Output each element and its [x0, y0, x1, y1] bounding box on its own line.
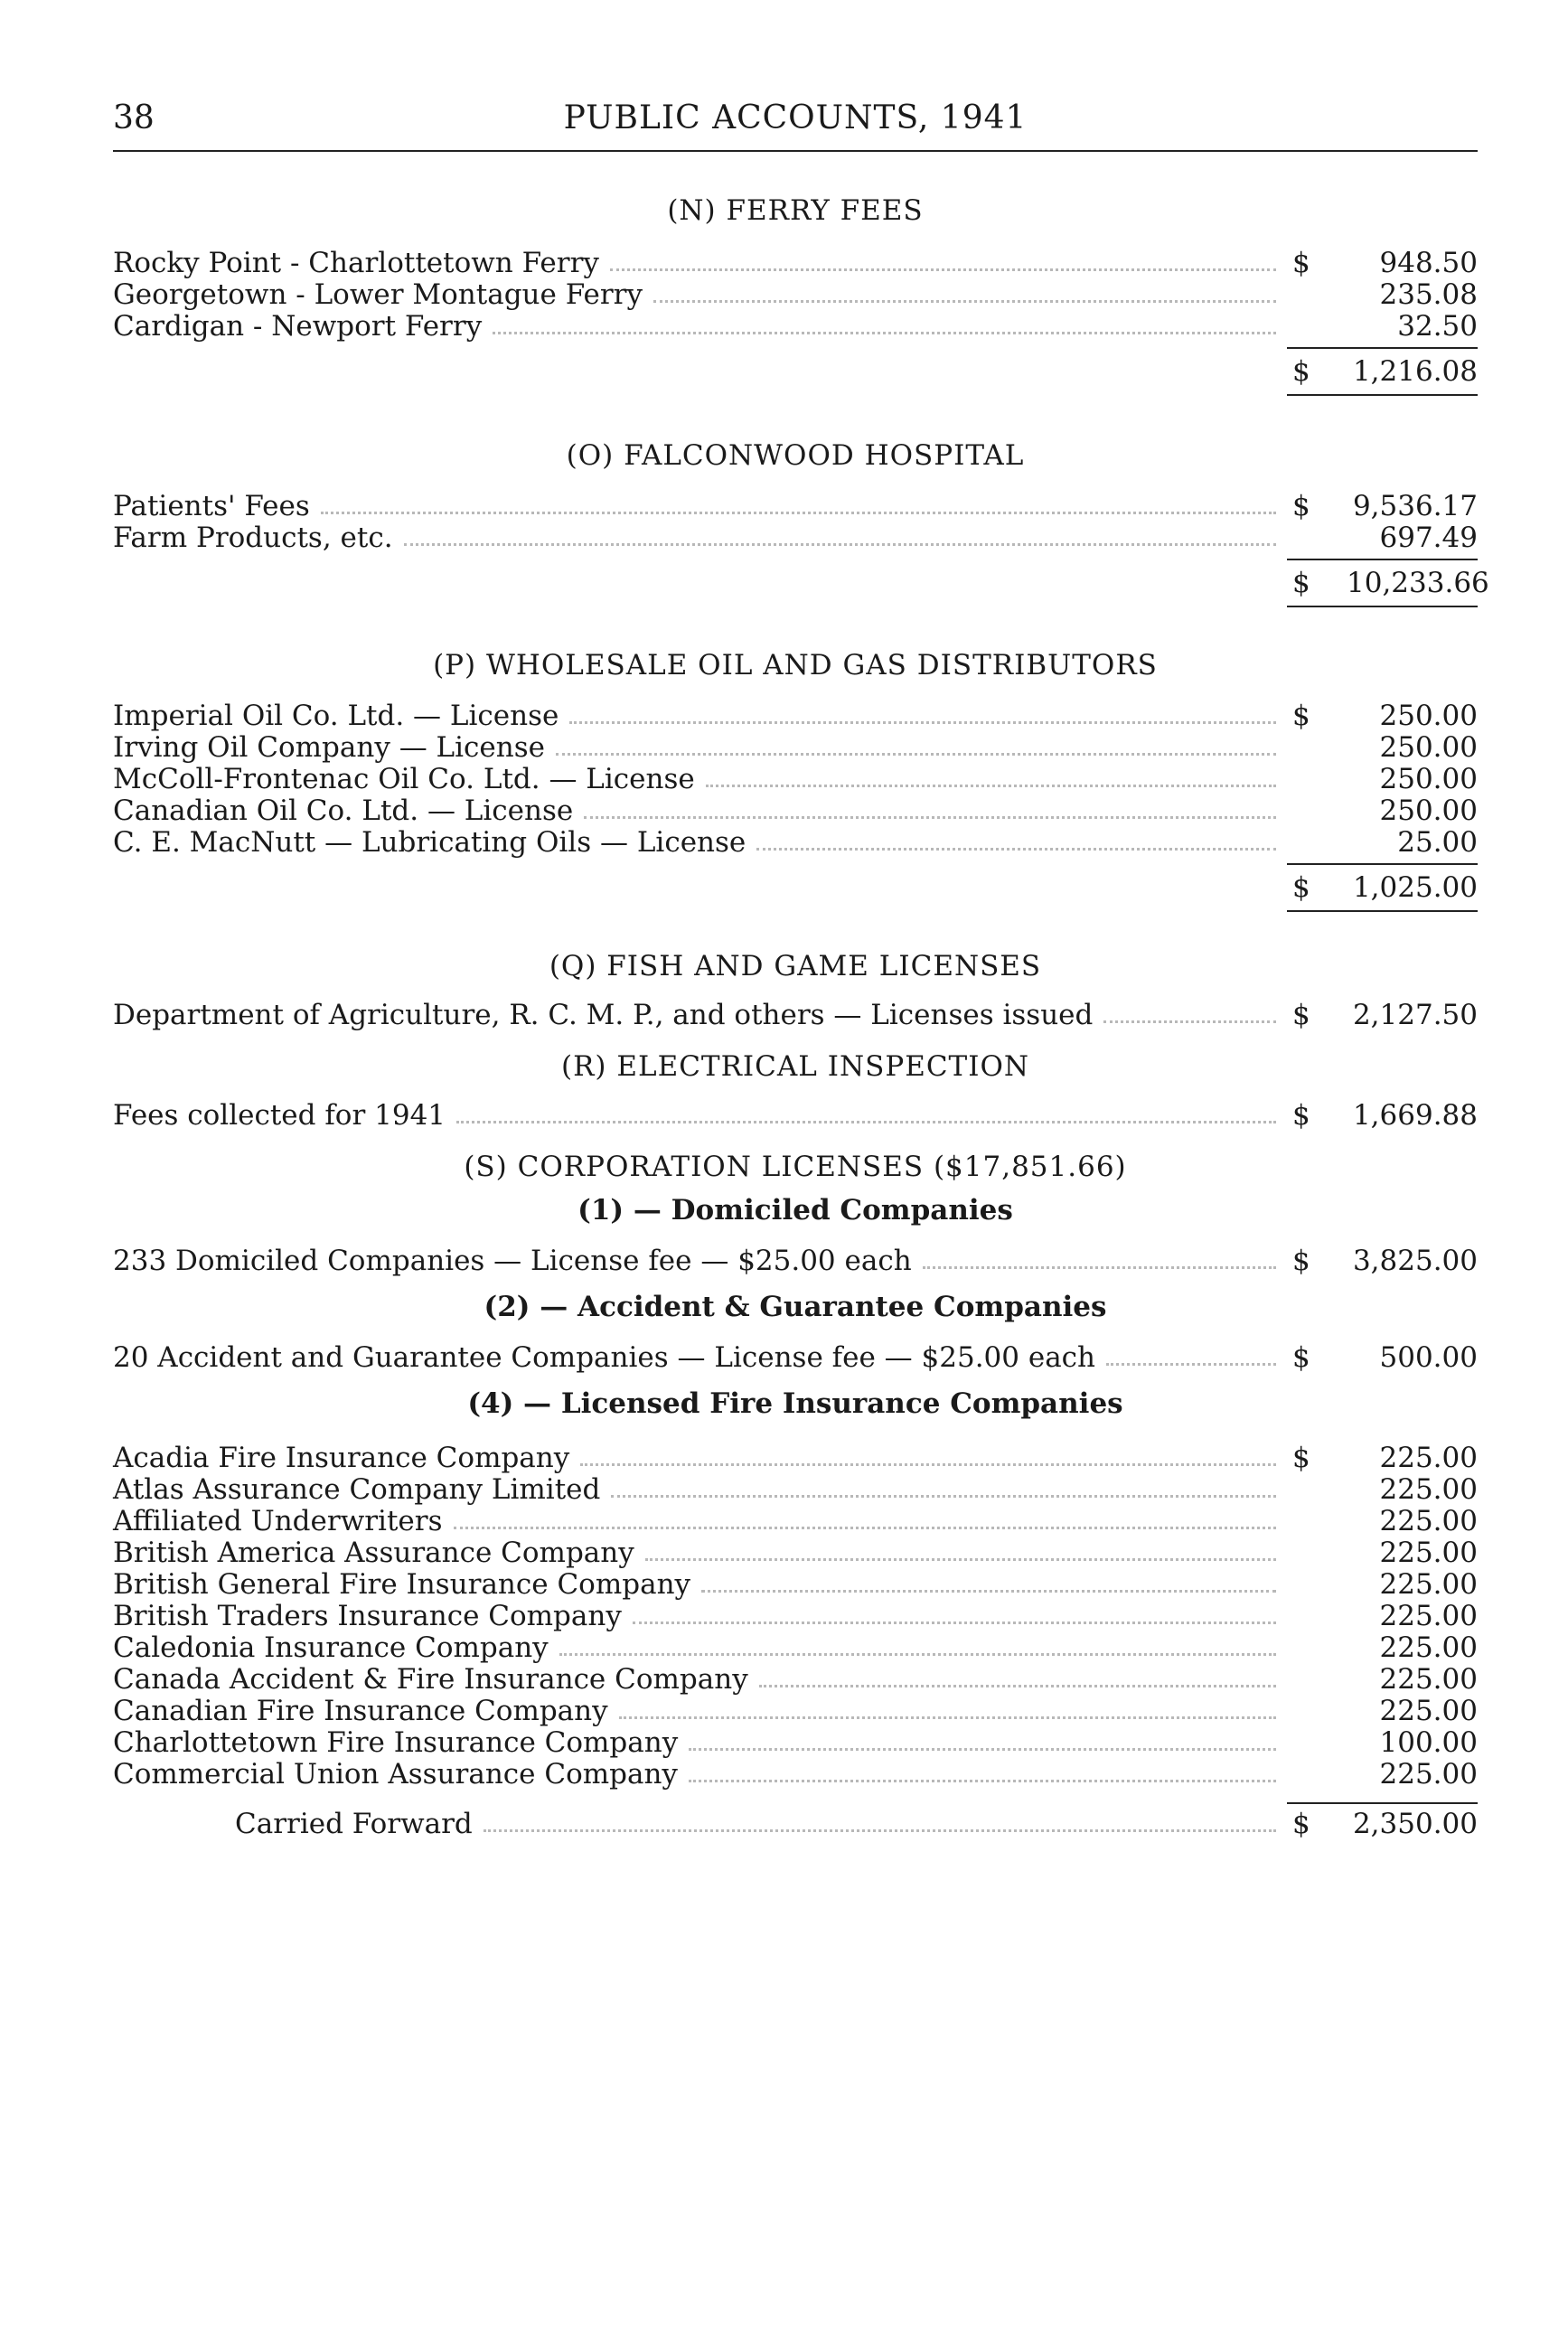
row-label: Commercial Union Assurance Company — [113, 1758, 678, 1791]
row-label: Department of Agriculture, R. C. M. P., and others — Licenses issued — [113, 999, 1094, 1031]
row-label: Farm Products, etc. — [113, 522, 393, 554]
page-title: PUBLIC ACCOUNTS, 1941 — [563, 99, 1028, 136]
ledger-row — [113, 732, 1478, 764]
dollar-sign: $ — [1292, 871, 1310, 904]
dollar-sign: $ — [1292, 567, 1310, 599]
ledger-row — [113, 311, 1478, 343]
dot-leader — [580, 1463, 1276, 1466]
row-label: Canada Accident & Fire Insurance Company — [113, 1663, 748, 1696]
ledger-row — [113, 1537, 1478, 1569]
row-amount: 1,669.88 — [1352, 1099, 1478, 1132]
carried-forward-label: Carried Forward — [235, 1808, 473, 1840]
ledger-row — [113, 1696, 1478, 1727]
section-title-corporation-licenses: (S) CORPORATION LICENSES ($17,851.66) — [464, 1151, 1127, 1183]
row-amount: 225.00 — [1379, 1695, 1478, 1727]
total-row — [113, 353, 1478, 390]
ledger-row — [113, 1100, 1478, 1132]
row-label: C. E. MacNutt — Lubricating Oils — License — [113, 826, 746, 859]
row-label: Atlas Assurance Company Limited — [113, 1473, 601, 1506]
row-amount: 250.00 — [1379, 763, 1478, 795]
section-title-wholesale-oil-gas: (P) WHOLESALE OIL AND GAS DISTRIBUTORS — [433, 649, 1158, 682]
ledger-row — [113, 1000, 1478, 1031]
total-rule — [1287, 910, 1478, 916]
section-title-fish-game: (Q) FISH AND GAME LICENSES — [549, 950, 1042, 982]
dot-leader — [701, 1590, 1276, 1593]
dot-leader — [559, 1653, 1276, 1656]
row-amount: 3,825.00 — [1352, 1245, 1478, 1277]
row-amount: 225.00 — [1379, 1568, 1478, 1601]
row-amount: 250.00 — [1379, 794, 1478, 827]
dollar-sign: $ — [1292, 247, 1310, 279]
total-amount: 10,233.66 — [1347, 567, 1489, 599]
row-amount: 225.00 — [1379, 1442, 1478, 1474]
dot-leader — [689, 1748, 1276, 1751]
row-amount: 225.00 — [1379, 1505, 1478, 1537]
subtotal-rule — [1287, 347, 1478, 353]
row-label: Cardigan - Newport Ferry — [113, 310, 483, 343]
dot-leader — [493, 332, 1276, 334]
ledger-row — [113, 1342, 1478, 1374]
row-amount: 100.00 — [1379, 1726, 1478, 1759]
carried-forward-row — [113, 1809, 1478, 1840]
section-title-ferry-fees: (N) FERRY FEES — [667, 194, 924, 227]
row-label: Fees collected for 1941 — [113, 1099, 446, 1132]
dollar-sign: $ — [1292, 1442, 1310, 1474]
ledger-row — [113, 827, 1478, 859]
dot-leader — [1106, 1363, 1276, 1366]
ledger-row — [113, 279, 1478, 311]
row-amount: 25.00 — [1397, 826, 1478, 859]
dot-leader — [484, 1829, 1276, 1832]
row-label: 233 Domiciled Companies — License fee — $25.00 each — [113, 1245, 912, 1277]
row-amount: 500.00 — [1379, 1341, 1478, 1374]
subtotal-rule — [1287, 863, 1478, 870]
total-row — [113, 870, 1478, 906]
ledger-row — [113, 1759, 1478, 1791]
dot-leader — [404, 543, 1276, 546]
row-amount: 250.00 — [1379, 731, 1478, 764]
row-amount: 2,127.50 — [1352, 999, 1478, 1031]
dollar-sign: $ — [1292, 490, 1310, 522]
row-label: British America Assurance Company — [113, 1537, 634, 1569]
ledger-row — [113, 1632, 1478, 1664]
row-amount: 9,536.17 — [1352, 490, 1478, 522]
ledger-row — [113, 1601, 1478, 1632]
total-rule-row — [113, 601, 1478, 612]
total-row — [113, 565, 1489, 601]
subtotal-rule-row — [113, 343, 1478, 353]
dot-leader — [706, 785, 1276, 787]
subsection-title-domiciled: (1) — Domiciled Companies — [577, 1194, 1013, 1227]
row-label: Imperial Oil Co. Ltd. — License — [113, 700, 559, 732]
row-label: Patients' Fees — [113, 490, 310, 522]
total-amount: 1,025.00 — [1352, 871, 1478, 904]
ledger-row — [113, 522, 1478, 554]
dot-leader — [1103, 1020, 1276, 1023]
ledger-row — [113, 795, 1478, 827]
dot-leader — [611, 1495, 1276, 1498]
row-label: British General Fire Insurance Company — [113, 1568, 691, 1601]
dot-leader — [619, 1716, 1276, 1719]
subsection-title-fire-insurance: (4) — Licensed Fire Insurance Companies — [467, 1387, 1123, 1420]
row-amount: 697.49 — [1379, 522, 1478, 554]
dot-leader — [584, 816, 1276, 819]
total-rule-row — [113, 906, 1478, 916]
dot-leader — [321, 512, 1276, 514]
dot-leader — [456, 1121, 1276, 1123]
dot-leader — [923, 1266, 1276, 1269]
row-label: Georgetown - Lower Montague Ferry — [113, 278, 643, 311]
row-amount: 225.00 — [1379, 1473, 1478, 1506]
dollar-sign: $ — [1292, 700, 1310, 732]
subsection-title-accident-guarantee: (2) — Accident & Guarantee Companies — [484, 1291, 1107, 1323]
row-amount: 225.00 — [1379, 1537, 1478, 1569]
total-amount: 1,216.08 — [1352, 355, 1478, 388]
ledger-row — [113, 1506, 1478, 1537]
dot-leader — [645, 1558, 1276, 1561]
dot-leader — [689, 1780, 1276, 1782]
ledger-row — [113, 1569, 1478, 1601]
dot-leader — [759, 1685, 1276, 1687]
ledger-row — [113, 1474, 1478, 1506]
subtotal-rule — [1287, 559, 1478, 565]
row-label: 20 Accident and Guarantee Companies — License fee — $25.00 each — [113, 1341, 1095, 1374]
row-label: Irving Oil Company — License — [113, 731, 545, 764]
section-title-electrical-inspection: (R) ELECTRICAL INSPECTION — [560, 1050, 1030, 1083]
dollar-sign: $ — [1292, 355, 1310, 388]
section-title-falconwood-hospital: (O) FALCONWOOD HOSPITAL — [566, 439, 1025, 472]
dot-leader — [633, 1622, 1276, 1624]
subtotal-rule-row — [113, 859, 1478, 870]
row-amount: 235.08 — [1379, 278, 1478, 311]
dollar-sign: $ — [1292, 1808, 1310, 1840]
row-amount: 225.00 — [1379, 1758, 1478, 1791]
public-accounts-page — [113, 99, 1489, 1840]
total-rule-row — [113, 390, 1478, 400]
dollar-sign: $ — [1292, 1099, 1310, 1132]
row-label: Canadian Fire Insurance Company — [113, 1695, 608, 1727]
row-amount: 225.00 — [1379, 1631, 1478, 1664]
dot-leader — [653, 300, 1276, 303]
row-amount: 250.00 — [1379, 700, 1478, 732]
row-label: Canadian Oil Co. Ltd. — License — [113, 794, 574, 827]
row-label: Charlottetown Fire Insurance Company — [113, 1726, 679, 1759]
ledger-row — [113, 1664, 1478, 1696]
row-label: Rocky Point - Charlottetown Ferry — [113, 247, 599, 279]
dot-leader — [756, 848, 1276, 851]
ledger-row — [113, 248, 1478, 279]
row-label: British Traders Insurance Company — [113, 1600, 622, 1632]
dollar-sign: $ — [1292, 1245, 1310, 1277]
row-amount: 225.00 — [1379, 1663, 1478, 1696]
dot-leader — [454, 1527, 1277, 1529]
ledger-row — [113, 1246, 1478, 1277]
row-amount: 948.50 — [1379, 247, 1478, 279]
dot-leader — [610, 268, 1276, 271]
dot-leader — [556, 753, 1276, 756]
carried-forward-amount: 2,350.00 — [1352, 1808, 1478, 1840]
dot-leader — [569, 721, 1276, 724]
ledger-row — [113, 491, 1478, 522]
ledger-row — [113, 1443, 1478, 1474]
running-head — [113, 99, 1478, 143]
row-amount: 32.50 — [1397, 310, 1478, 343]
dollar-sign: $ — [1292, 1341, 1310, 1374]
ledger-row — [113, 764, 1478, 795]
ledger-row — [113, 1727, 1478, 1759]
subtotal-rule-row — [113, 554, 1478, 565]
dollar-sign: $ — [1292, 999, 1310, 1031]
total-rule — [1287, 394, 1478, 400]
page-number: 38 — [113, 99, 155, 136]
row-label: Affiliated Underwriters — [113, 1505, 443, 1537]
total-rule — [1287, 606, 1478, 612]
row-label: Acadia Fire Insurance Company — [113, 1442, 570, 1474]
row-label: Caledonia Insurance Company — [113, 1631, 549, 1664]
ledger-row — [113, 700, 1478, 732]
row-label: McColl-Frontenac Oil Co. Ltd. — License — [113, 763, 695, 795]
row-amount: 225.00 — [1379, 1600, 1478, 1632]
